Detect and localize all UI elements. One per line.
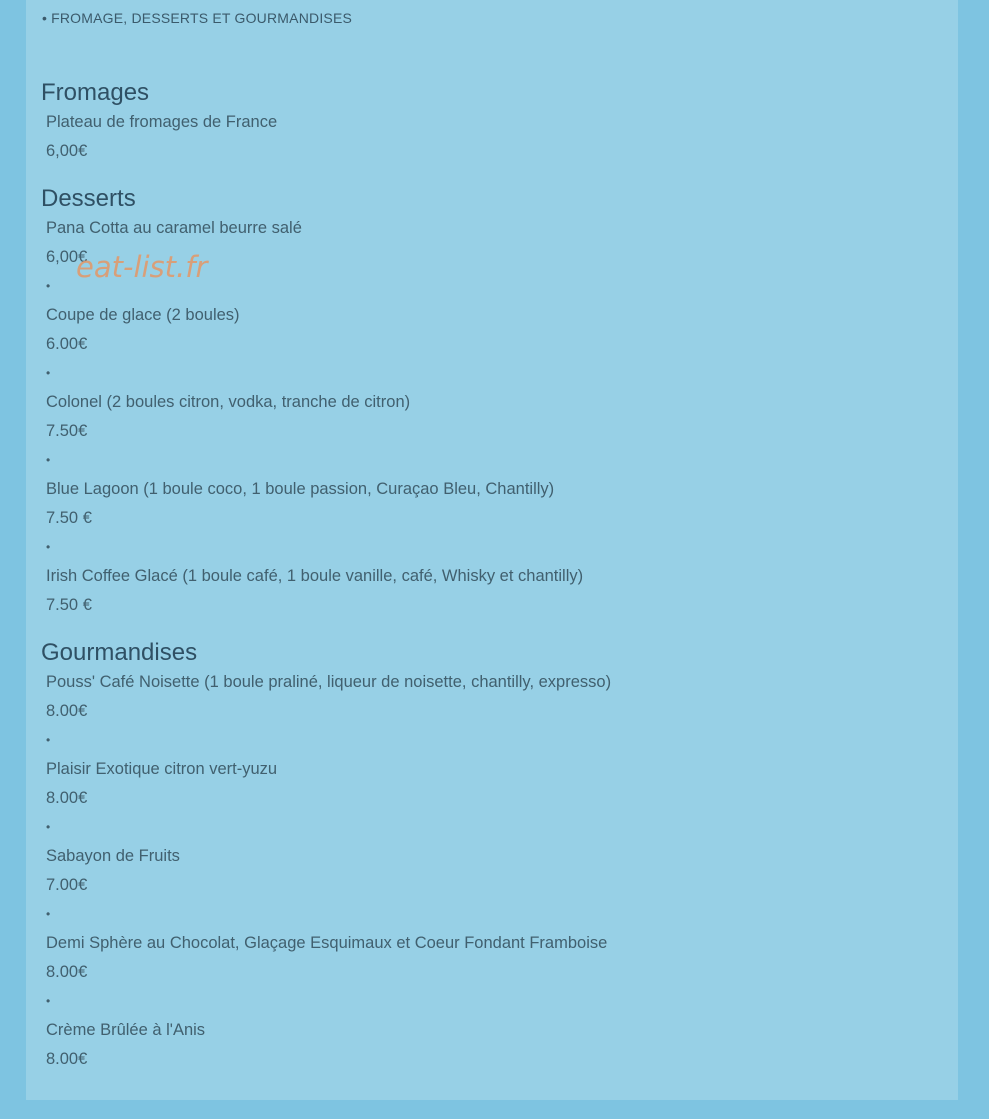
item-separator: •	[46, 279, 51, 293]
item-separator: •	[46, 453, 51, 467]
menu-item	[46, 562, 941, 620]
breadcrumb[interactable]	[42, 10, 352, 26]
item-price: 7.50 €	[46, 509, 92, 527]
item-name: Irish Coffee Glacé (1 boule café, 1 boule vanille, café, Whisky et chantilly)	[46, 567, 584, 585]
item-name: Pouss' Café Noisette (1 boule praliné, liqueur de noisette, chantilly, expresso)	[46, 673, 612, 691]
item-price: 8.00€	[46, 702, 88, 720]
item-price: 7.50 €	[46, 596, 92, 614]
menu-item	[46, 755, 941, 813]
item-name: Plateau de fromages de France	[46, 113, 278, 131]
menu-item	[46, 842, 941, 900]
menu-panel	[26, 0, 958, 1100]
item-name: Plaisir Exotique citron vert-yuzu	[46, 760, 278, 778]
breadcrumb-label: FROMAGE, DESSERTS ET GOURMANDISES	[51, 10, 353, 26]
item-separator: •	[46, 820, 51, 834]
item-price: 8.00€	[46, 963, 88, 981]
section-title-fromages: Fromages	[41, 79, 150, 106]
item-separator: •	[46, 366, 51, 380]
menu-item	[46, 388, 941, 446]
breadcrumb-bullet: •	[42, 10, 48, 26]
menu-item	[46, 301, 941, 359]
item-price: 7.00€	[46, 876, 88, 894]
item-name: Pana Cotta au caramel beurre salé	[46, 219, 302, 237]
item-separator: •	[46, 907, 51, 921]
item-price: 7.50€	[46, 422, 88, 440]
watermark-text: eat-list.fr	[76, 250, 208, 284]
menu-item	[46, 1016, 941, 1074]
item-price: 8.00€	[46, 1050, 88, 1068]
item-price: 8.00€	[46, 789, 88, 807]
menu-content	[41, 78, 941, 1074]
item-price: 6,00€	[46, 248, 88, 266]
item-name: Crème Brûlée à l'Anis	[46, 1021, 206, 1039]
section-title-gourmandises: Gourmandises	[41, 639, 198, 666]
item-name: Blue Lagoon (1 boule coco, 1 boule passion, Curaçao Bleu, Chantilly)	[46, 480, 555, 498]
menu-item	[46, 475, 941, 533]
item-name: Colonel (2 boules citron, vodka, tranche de citron)	[46, 393, 411, 411]
item-separator: •	[46, 733, 51, 747]
item-price: 6.00€	[46, 335, 88, 353]
menu-item	[46, 108, 941, 166]
menu-item	[46, 929, 941, 987]
item-name: Demi Sphère au Chocolat, Glaçage Esquimaux et Coeur Fondant Framboise	[46, 934, 608, 952]
menu-item	[46, 668, 941, 726]
item-name: Coupe de glace (2 boules)	[46, 306, 240, 324]
item-separator: •	[46, 540, 51, 554]
item-name: Sabayon de Fruits	[46, 847, 180, 865]
item-price: 6,00€	[46, 142, 88, 160]
item-separator: •	[46, 994, 51, 1008]
section-title-desserts: Desserts	[41, 185, 136, 212]
